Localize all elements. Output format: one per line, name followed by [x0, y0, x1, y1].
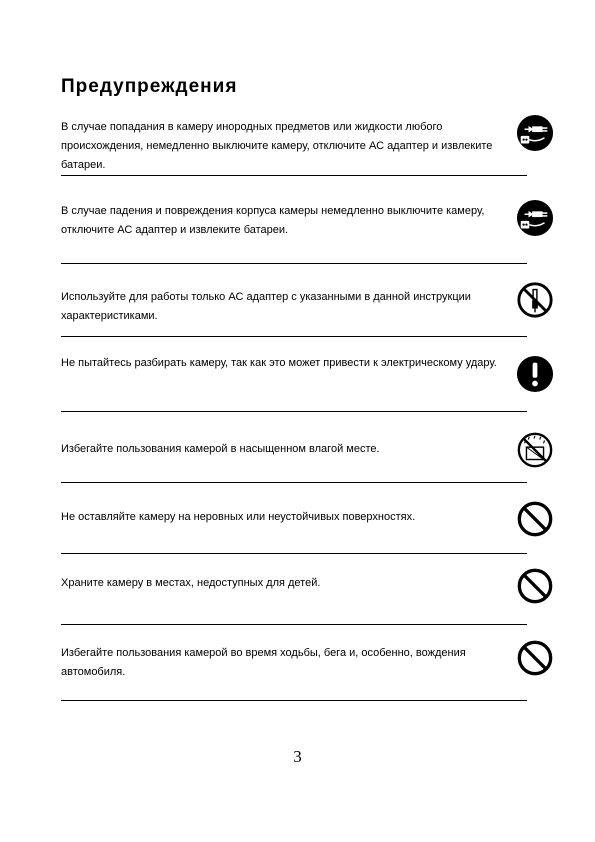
warning-text: Избегайте пользования камерой в насыщенном влагой месте. [61, 443, 380, 455]
warning-item [61, 553, 527, 625]
warning-item [61, 263, 527, 337]
warning-text: Используйте для работы только АС адаптер с указанными в данной инструкции характеристиками. [61, 291, 471, 322]
prohibition-icon [516, 567, 554, 605]
warning-text: Избегайте пользования камерой во время ходьбы, бега и, особенно, вождения автомобиля. [61, 647, 466, 678]
warning-text: В случае падения и повреждения корпуса камеры немедленно выключите камеру, отключите АС адаптер и извлеките батареи. [61, 205, 485, 236]
warning-text: В случае попадания в камеру инородных предметов или жидкости любого происхождения, немедленно выключите камеру, отключите АС адаптер и извлеките батареи. [61, 121, 493, 171]
no-disassembly-icon [516, 281, 554, 319]
warning-item [61, 624, 527, 701]
warning-text: Не оставляйте камеру на неровных или неустойчивых поверхностях. [61, 511, 416, 523]
page-title: Предупреждения [61, 76, 238, 97]
unplug-icon [516, 199, 554, 237]
warning-item [61, 411, 527, 483]
warning-text: Храните камеру в местах, недоступных для детей. [61, 577, 321, 589]
no-wet-use-icon [516, 431, 554, 469]
exclamation-icon [516, 355, 554, 393]
unplug-icon [516, 114, 554, 152]
warning-item [61, 116, 527, 176]
prohibition-icon [516, 639, 554, 677]
warning-item [61, 482, 527, 554]
warning-text: Не пытайтесь разбирать камеру, так как это может привести к электрическому удару. [61, 357, 497, 369]
page-number: 3 [293, 747, 302, 766]
warning-item [61, 336, 527, 412]
prohibition-icon [516, 500, 554, 538]
warning-item [61, 175, 527, 264]
